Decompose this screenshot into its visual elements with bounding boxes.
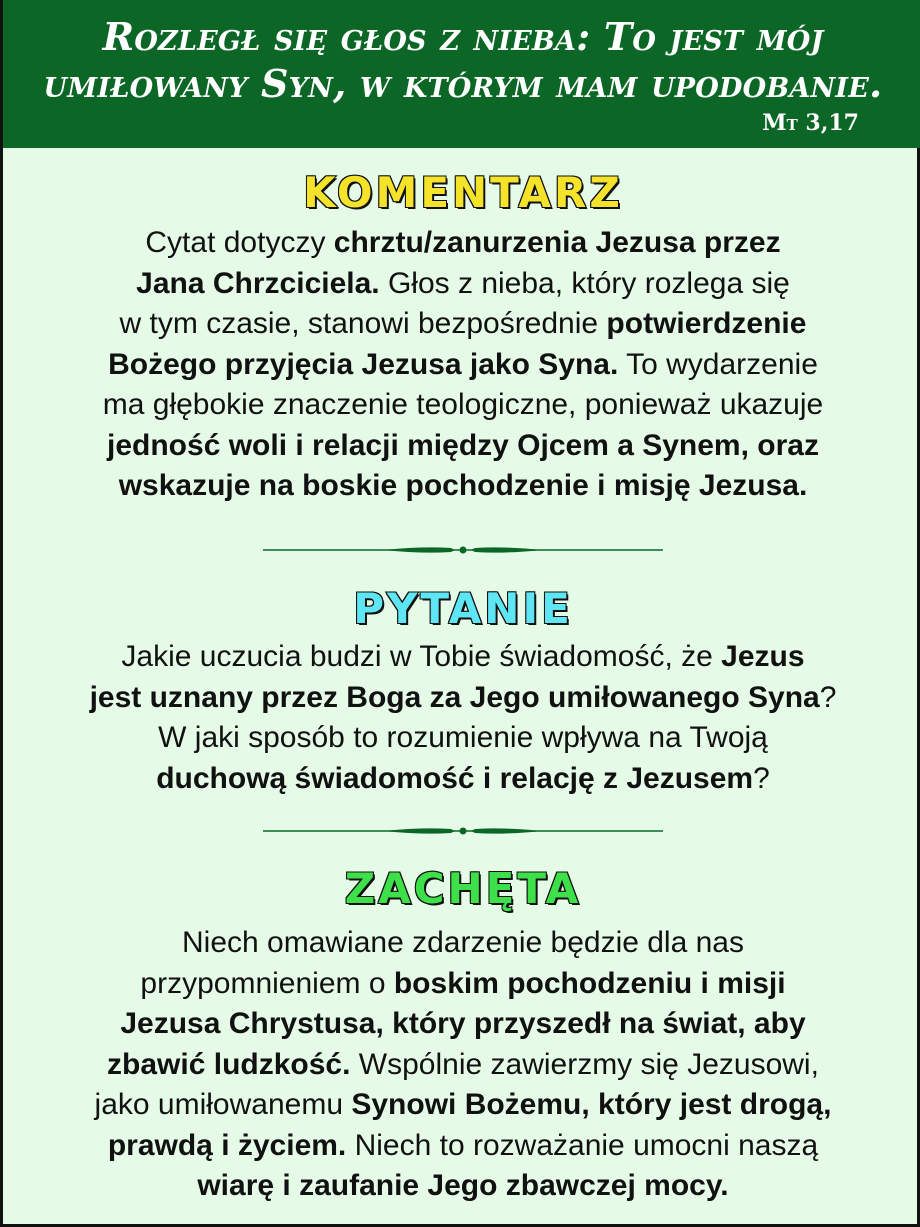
ornamental-divider bbox=[263, 544, 663, 556]
zacheta-text bbox=[3, 923, 920, 1207]
text-run: ? bbox=[753, 761, 770, 795]
text-line bbox=[3, 759, 920, 800]
text-run: Głos z nieba, który rozlega się bbox=[379, 266, 790, 300]
bold-text: jedność woli i relacji między Ojcem a Synem, oraz bbox=[107, 428, 819, 462]
text-run: Niech omawiane zdarzenie będzie dla nas bbox=[181, 926, 744, 959]
bible-quote bbox=[3, 0, 920, 107]
text-run: ? bbox=[819, 680, 837, 714]
bold-text: wskazuje na boskie pochodzenie i misję Jezusa. bbox=[118, 469, 808, 502]
text-line bbox=[3, 964, 920, 1005]
bold-text: Bożego przyjęcia Jezusa jako Syna. bbox=[108, 347, 619, 381]
bold-text: chrztu/zanurzenia Jezusa przez bbox=[333, 226, 781, 259]
text-run: przypomnieniem o bbox=[140, 966, 394, 1000]
zacheta-title: ZACHĘTA bbox=[344, 864, 582, 913]
bible-reference: Mt 3,17 bbox=[762, 110, 859, 136]
text-run: Niech to rozważanie umocni naszą bbox=[346, 1128, 819, 1162]
text-run: ma głębokie znaczenie teologiczne, ponieważ ukazuje bbox=[102, 388, 824, 421]
bold-text: jest uznany przez Boga za Jego umiłowanego Syna bbox=[89, 680, 820, 714]
bold-text: boskim pochodzeniu i misji bbox=[393, 966, 786, 1000]
text-line bbox=[3, 223, 920, 264]
bold-text: Synowi Bożemu, który jest drogą, bbox=[351, 1088, 832, 1121]
bold-text: wiarę i zaufanie Jego zbawczej mocy. bbox=[197, 1169, 729, 1202]
text-run: w tym czasie, stanowi bezpośrednie bbox=[119, 307, 607, 340]
text-line bbox=[3, 678, 920, 719]
text-run: Cytat dotyczy bbox=[145, 226, 334, 259]
text-line bbox=[3, 304, 920, 345]
text-line bbox=[3, 923, 920, 964]
text-run: jako umiłowanemu bbox=[94, 1088, 352, 1121]
quote-line: Rozległ się głos z nieba: To jest mój bbox=[102, 14, 824, 59]
pytanie-title: PYTANIE bbox=[353, 584, 573, 633]
bold-text: Jana Chrzciciela. bbox=[136, 266, 380, 300]
text-line bbox=[3, 1126, 920, 1167]
text-line bbox=[3, 1166, 920, 1207]
komentarz-text bbox=[3, 223, 920, 507]
bold-text: duchową świadomość i relację z Jezusem bbox=[156, 761, 754, 795]
bold-text: Jezus bbox=[721, 640, 805, 673]
text-run: Jakie uczucia budzi w Tobie świadomość, że bbox=[121, 640, 722, 673]
text-line bbox=[3, 1045, 920, 1086]
text-line bbox=[3, 264, 920, 305]
text-line bbox=[3, 426, 920, 467]
text-line bbox=[3, 1085, 920, 1126]
text-line bbox=[3, 345, 920, 386]
bold-text: prawdą i życiem. bbox=[107, 1128, 347, 1162]
text-line bbox=[3, 385, 920, 426]
ornamental-divider bbox=[263, 825, 663, 837]
text-line bbox=[3, 1004, 920, 1045]
text-run: W jaki sposób to rozumienie wpływa na Twoją bbox=[158, 721, 768, 754]
text-run: Wspólnie zawierzmy się Jezusowi, bbox=[350, 1047, 819, 1081]
text-line bbox=[3, 718, 920, 759]
quote-line: umiłowany Syn, w którym mam upodobanie. bbox=[43, 61, 883, 106]
pytanie-text bbox=[3, 637, 920, 799]
text-line bbox=[3, 637, 920, 678]
komentarz-title: KOMENTARZ bbox=[303, 168, 623, 217]
text-run: To wydarzenie bbox=[618, 347, 818, 381]
bold-text: zbawić ludzkość. bbox=[107, 1047, 351, 1081]
bold-text: potwierdzenie bbox=[606, 307, 807, 340]
bold-text: Jezusa Chrystusa, który przyszedł na świat, aby bbox=[120, 1007, 806, 1040]
text-line bbox=[3, 466, 920, 507]
header-banner bbox=[3, 0, 920, 148]
